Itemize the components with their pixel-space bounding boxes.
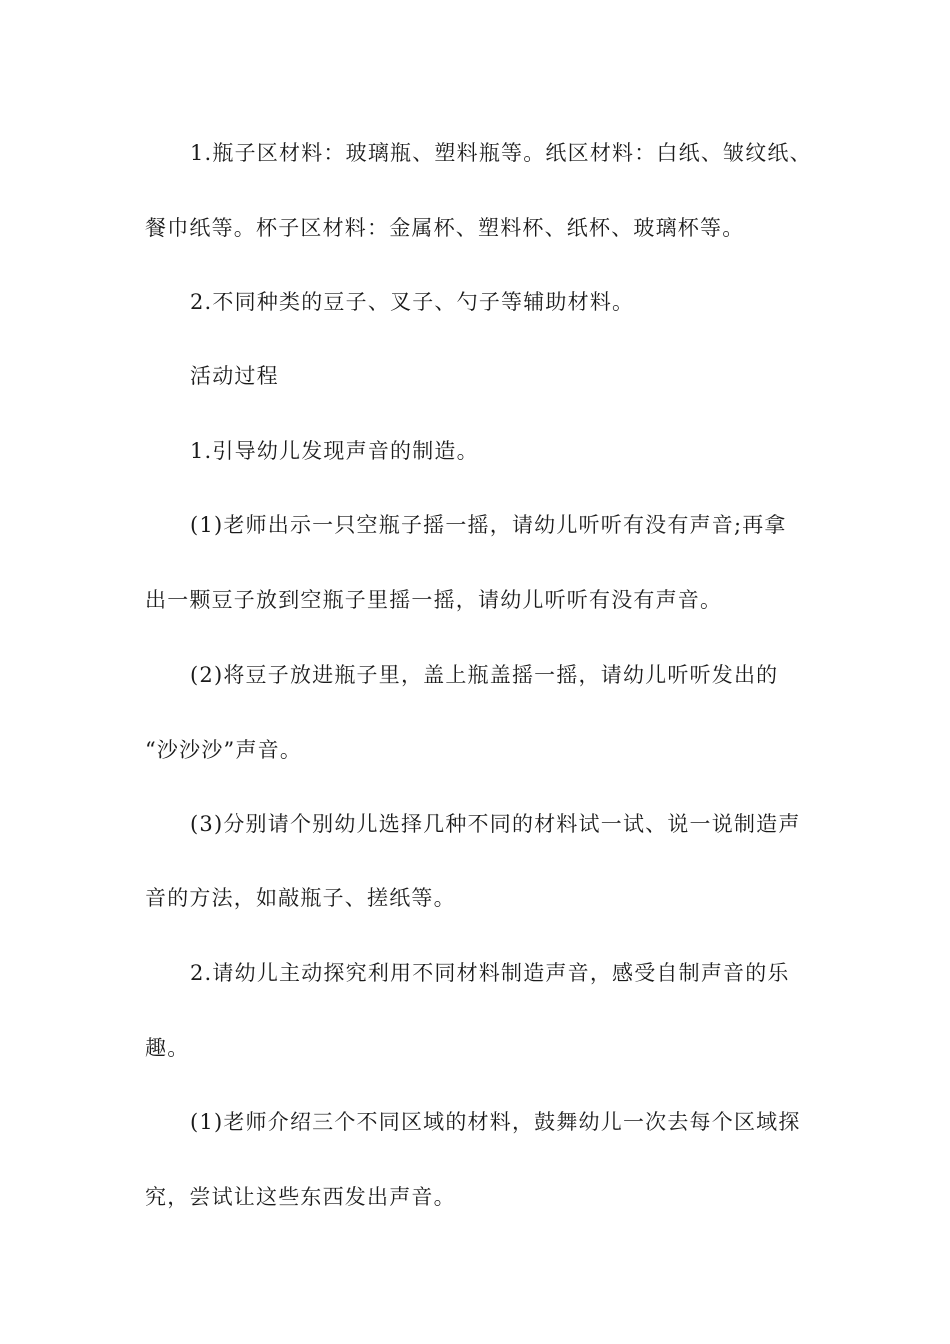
text-line-auxiliary-materials: 2.不同种类的豆子、叉子、勺子等辅助材料。 [190,290,635,314]
text-line-step-2-b: 趣。 [145,1036,190,1060]
text-line-step-2-1-b: 究，尝试让这些东西发出声音。 [145,1185,456,1209]
text-line-step-2-a: 2.请幼儿主动探究利用不同材料制造声音，感受自制声音的乐 [190,961,790,985]
text-line-step-1-1-b: 出一颗豆子放到空瓶子里摇一摇，请幼儿听听有没有声音。 [145,588,723,612]
text-line-step-1-3-b: 音的方法，如敲瓶子、搓纸等。 [145,886,456,910]
text-line-step-1-2-b: “沙沙沙”声音。 [145,738,303,762]
text-line-step-1-3-a: (3)分别请个别幼儿选择几种不同的材料试一试、说一说制造声 [190,812,801,836]
text-line-step-1-2-a: (2)将豆子放进瓶子里，盖上瓶盖摇一摇，请幼儿听听发出的 [190,663,779,687]
section-heading-activity-process: 活动过程 [190,364,279,388]
text-line-materials-bottle-paper: 1.瓶子区材料：玻璃瓶、塑料瓶等。纸区材料：白纸、皱纹纸、 [190,141,812,165]
text-line-step-2-1-a: (1)老师介绍三个不同区域的材料，鼓舞幼儿一次去每个区域探 [190,1110,801,1134]
text-line-materials-cups: 餐巾纸等。杯子区材料：金属杯、塑料杯、纸杯、玻璃杯等。 [145,216,745,240]
text-line-step-1-1-a: (1)老师出示一只空瓶子摇一摇，请幼儿听听有没有声音;再拿 [190,513,787,537]
text-line-step-1: 1.引导幼儿发现声音的制造。 [190,439,479,463]
